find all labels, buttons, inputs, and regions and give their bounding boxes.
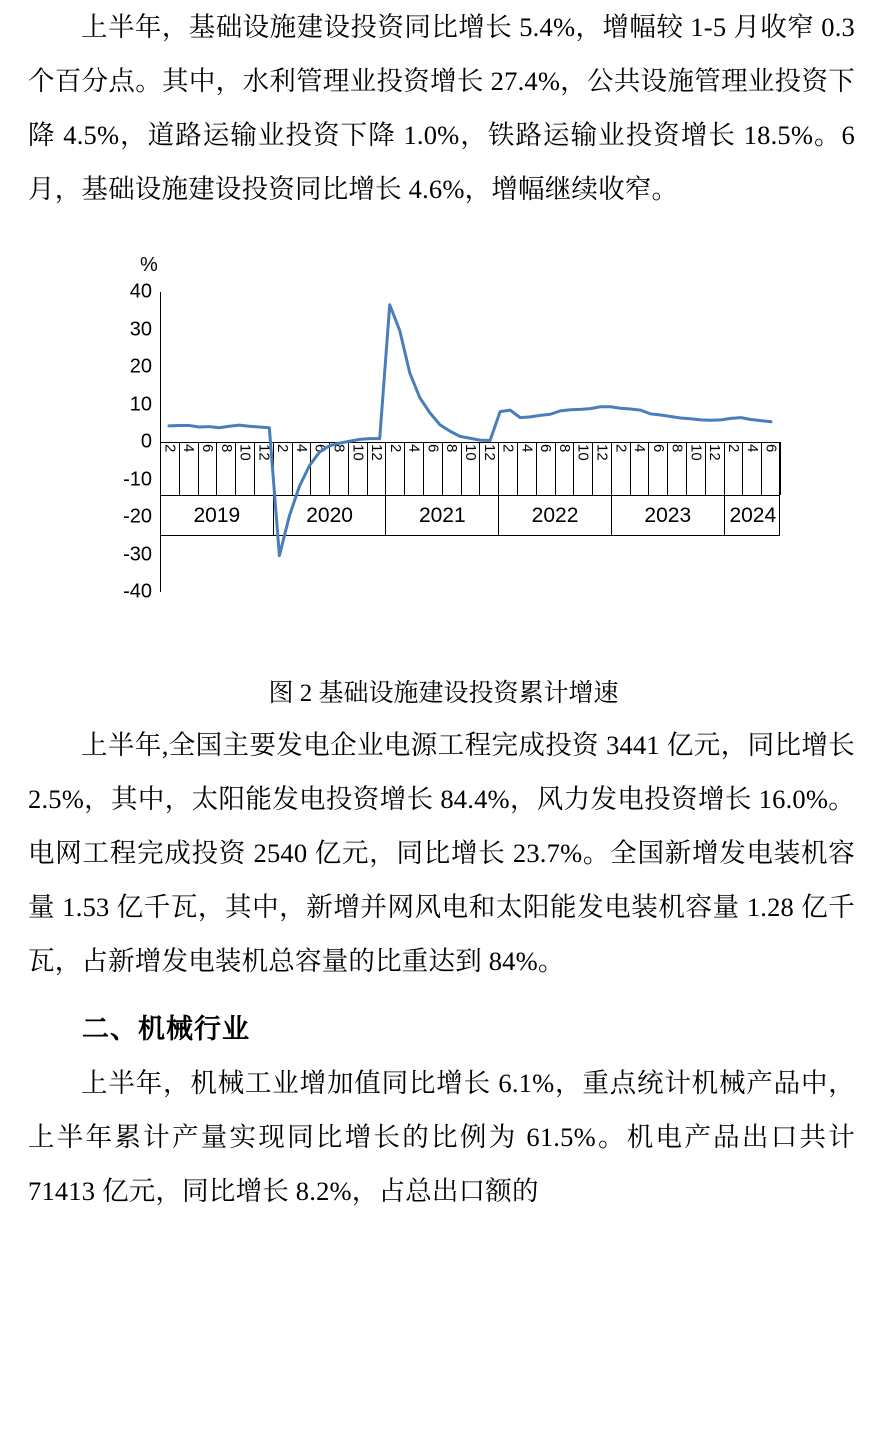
chart-month-label: 4 <box>180 444 198 453</box>
chart-year-label: 2023 <box>612 496 725 535</box>
chart-month-label: 6 <box>537 444 555 453</box>
paragraph-power-investment: 上半年,全国主要发电企业电源工程完成投资 3441 亿元，同比增长 2.5%，其中，太阳能发电投资增长 84.4%，风力发电投资增长 16.0%。电网工程完成投资 2540 亿元，同比增长 23.7%。全国新增发电装机容量 1.53 亿千瓦，其中，新增并网风电和太阳能发电装机容量 1.28 亿千瓦，占新增发电装机总容量的比重达到 84%。 <box>28 730 855 976</box>
chart-month-label: 8 <box>217 444 235 453</box>
y-tick-20: 20 <box>129 355 152 378</box>
chart-year-label: 2019 <box>161 496 274 535</box>
chart-month-label: 10 <box>461 444 479 461</box>
y-tick-0: 0 <box>140 430 152 453</box>
chart-month-label: 2 <box>612 444 630 453</box>
chart-month-label: 12 <box>593 444 611 461</box>
chart-month-label: 8 <box>555 444 573 453</box>
y-tick-40: 40 <box>129 280 152 303</box>
chart-month-label: 4 <box>292 444 310 453</box>
figure-caption: 图 2 基础设施建设投资累计增速 <box>268 680 619 707</box>
chart-month-label: 12 <box>706 444 724 461</box>
chart-month-label: 6 <box>311 444 329 453</box>
chart-month-label: 4 <box>518 444 536 453</box>
chart-year-label: 2020 <box>274 496 387 535</box>
paragraph-infrastructure-investment: 上半年，基础设施建设投资同比增长 5.4%，增幅较 1-5 月收窄 0.3 个百分点。其中，水利管理业投资增长 27.4%，公共设施管理业投资下降 4.5%，道路运输业投资下降 1.0%，铁路运输业投资增长 18.5%。6 月，基础设施建设投资同比增长 4.6%，增幅继续收窄。 <box>28 12 855 204</box>
chart-month-label: 12 <box>368 444 386 461</box>
chart-month-label: 6 <box>762 444 780 453</box>
chart-month-label: 6 <box>424 444 442 453</box>
chart-series-line <box>160 292 780 592</box>
chart-month-label: 2 <box>161 444 179 453</box>
chart-year-label: 2022 <box>499 496 612 535</box>
y-tick-30: 30 <box>129 318 152 340</box>
paragraph-machinery-industry: 上半年，机械工业增加值同比增长 6.1%，重点统计机械产品中，上半年累计产量实现同比增长的比例为 61.5%。机电产品出口共计 71413 亿元，同比增长 8.2%，占总出口额的 <box>28 1068 855 1206</box>
chart-month-label: 2 <box>274 444 292 453</box>
chart-month-label: 10 <box>574 444 592 461</box>
figure-2-chart <box>0 246 887 666</box>
chart-unit-label: % <box>140 254 158 276</box>
chart-month-label: 4 <box>405 444 423 453</box>
chart-plot-area <box>123 280 780 603</box>
chart-month-label: 6 <box>198 444 216 453</box>
chart-month-label: 8 <box>668 444 686 453</box>
y-tick-neg20: -20 <box>123 505 152 528</box>
y-tick-neg30: -30 <box>123 543 152 565</box>
chart-month-label: 12 <box>480 444 498 461</box>
chart-month-label: 10 <box>349 444 367 461</box>
chart-year-label: 2024 <box>729 503 777 527</box>
y-tick-neg10: -10 <box>123 468 152 490</box>
chart-month-label: 8 <box>443 444 461 453</box>
chart-month-label: 6 <box>649 444 667 453</box>
chart-month-label: 4 <box>631 444 649 453</box>
chart-month-label: 8 <box>330 444 348 453</box>
chart-month-label: 2 <box>725 444 743 453</box>
chart-month-label: 2 <box>386 444 404 453</box>
chart-year-label: 2021 <box>386 496 499 535</box>
chart-month-label: 2 <box>499 444 517 453</box>
chart-month-label: 10 <box>687 444 705 461</box>
y-tick-10: 10 <box>129 393 152 415</box>
chart-month-label: 4 <box>743 444 761 453</box>
chart-month-label: 12 <box>255 444 273 461</box>
section-heading-machinery: 二、机械行业 <box>82 1014 250 1044</box>
y-tick-neg40: -40 <box>123 580 152 603</box>
chart-month-label: 10 <box>236 444 254 461</box>
